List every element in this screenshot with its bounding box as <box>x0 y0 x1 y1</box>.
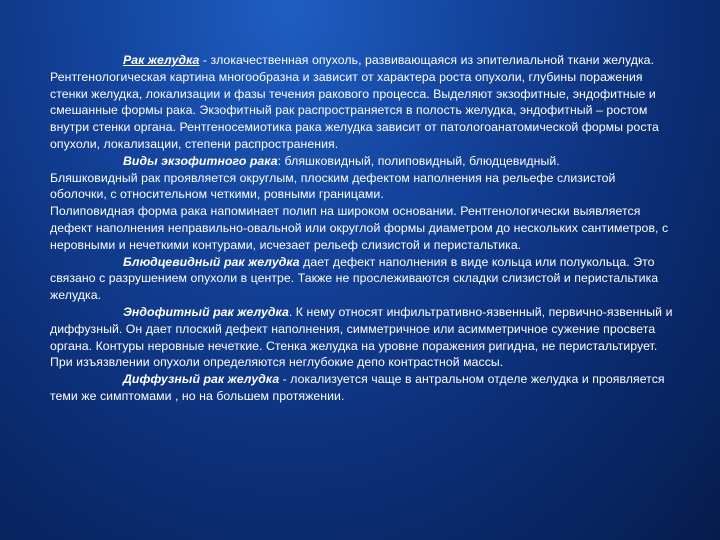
paragraph-polypoid-cancer: Полиповидная форма рака напоминает полип на широком основании. Рентгенологически выявляется дефект наполнения неправильно-овальной или округлой формы диаметром до нескольких сантиметров, с неровными и нечеткими контурами, исчезает рельеф слизистой и перистальтика. <box>50 204 669 252</box>
paragraph-definition <box>50 52 675 153</box>
paragraph-diffuse-cancer <box>50 371 675 405</box>
paragraph-saucer-cancer <box>50 254 675 304</box>
endophytic-cancer-text: . К нему относят инфильтративно-язвенный, первично-язвенный и диффузный. Он дает плоский дефект наполнения, симметричное или асимметричное сужение просвета органа. Контуры неровные нечеткие. Стенка желудка на уровне поражения ригидна, не перистальтирует. При изъязвлении опухоли определяются неглубокие депо контрастной массы. <box>50 304 673 370</box>
term-saucer-cancer: Блюдцевидный рак желудка <box>123 254 300 269</box>
diffuse-cancer-text: - локализуется чаще в антральном отделе желудка и проявляется теми же симптомами , но на большем протяжении. <box>50 372 665 403</box>
definition-text: - злокачественная опухоль, развивающаяся из эпителиальной ткани желудка. Рентгенологическая картина многообразна и зависит от характера роста опухоли, глубины поражения стенки желудка, локализации и фазы течения ракового процесса. Выделяют экзофитные, эндофитные и смешанные формы рака. Экзофитный рак распространяется в полость желудка, эндофитный – ростом внутри стенки органа. Рентгеносемиотика рака желудка зависит от патологоанатомической формы роста опухоли, локализации, степени распространения. <box>50 53 659 151</box>
paragraph-exophytic-types <box>50 153 675 170</box>
text-block <box>50 52 675 405</box>
term-endophytic-cancer: Эндофитный рак желудка <box>123 304 289 319</box>
saucer-cancer-text: дает дефект наполнения в виде кольца или полукольца. Это связано с разрушением опухоли в центре. Также не прослеживаются складки слизистой и перистальтика желудка. <box>50 254 659 303</box>
term-diffuse-cancer: Диффузный рак желудка <box>123 372 280 387</box>
exophytic-types-text: : бляшковидный, полиповидный, блюдцевидный. <box>277 153 560 168</box>
paragraph-endophytic-cancer <box>50 304 675 371</box>
term-stomach-cancer: Рак желудка <box>123 53 200 67</box>
paragraph-plaque-cancer: Бляшковидный рак проявляется округлым, плоским дефектом наполнения на рельефе слизистой оболочки, с относительном четкими, ровными границами. <box>50 170 616 202</box>
term-exophytic-types: Виды экзофитного рака <box>123 153 278 168</box>
